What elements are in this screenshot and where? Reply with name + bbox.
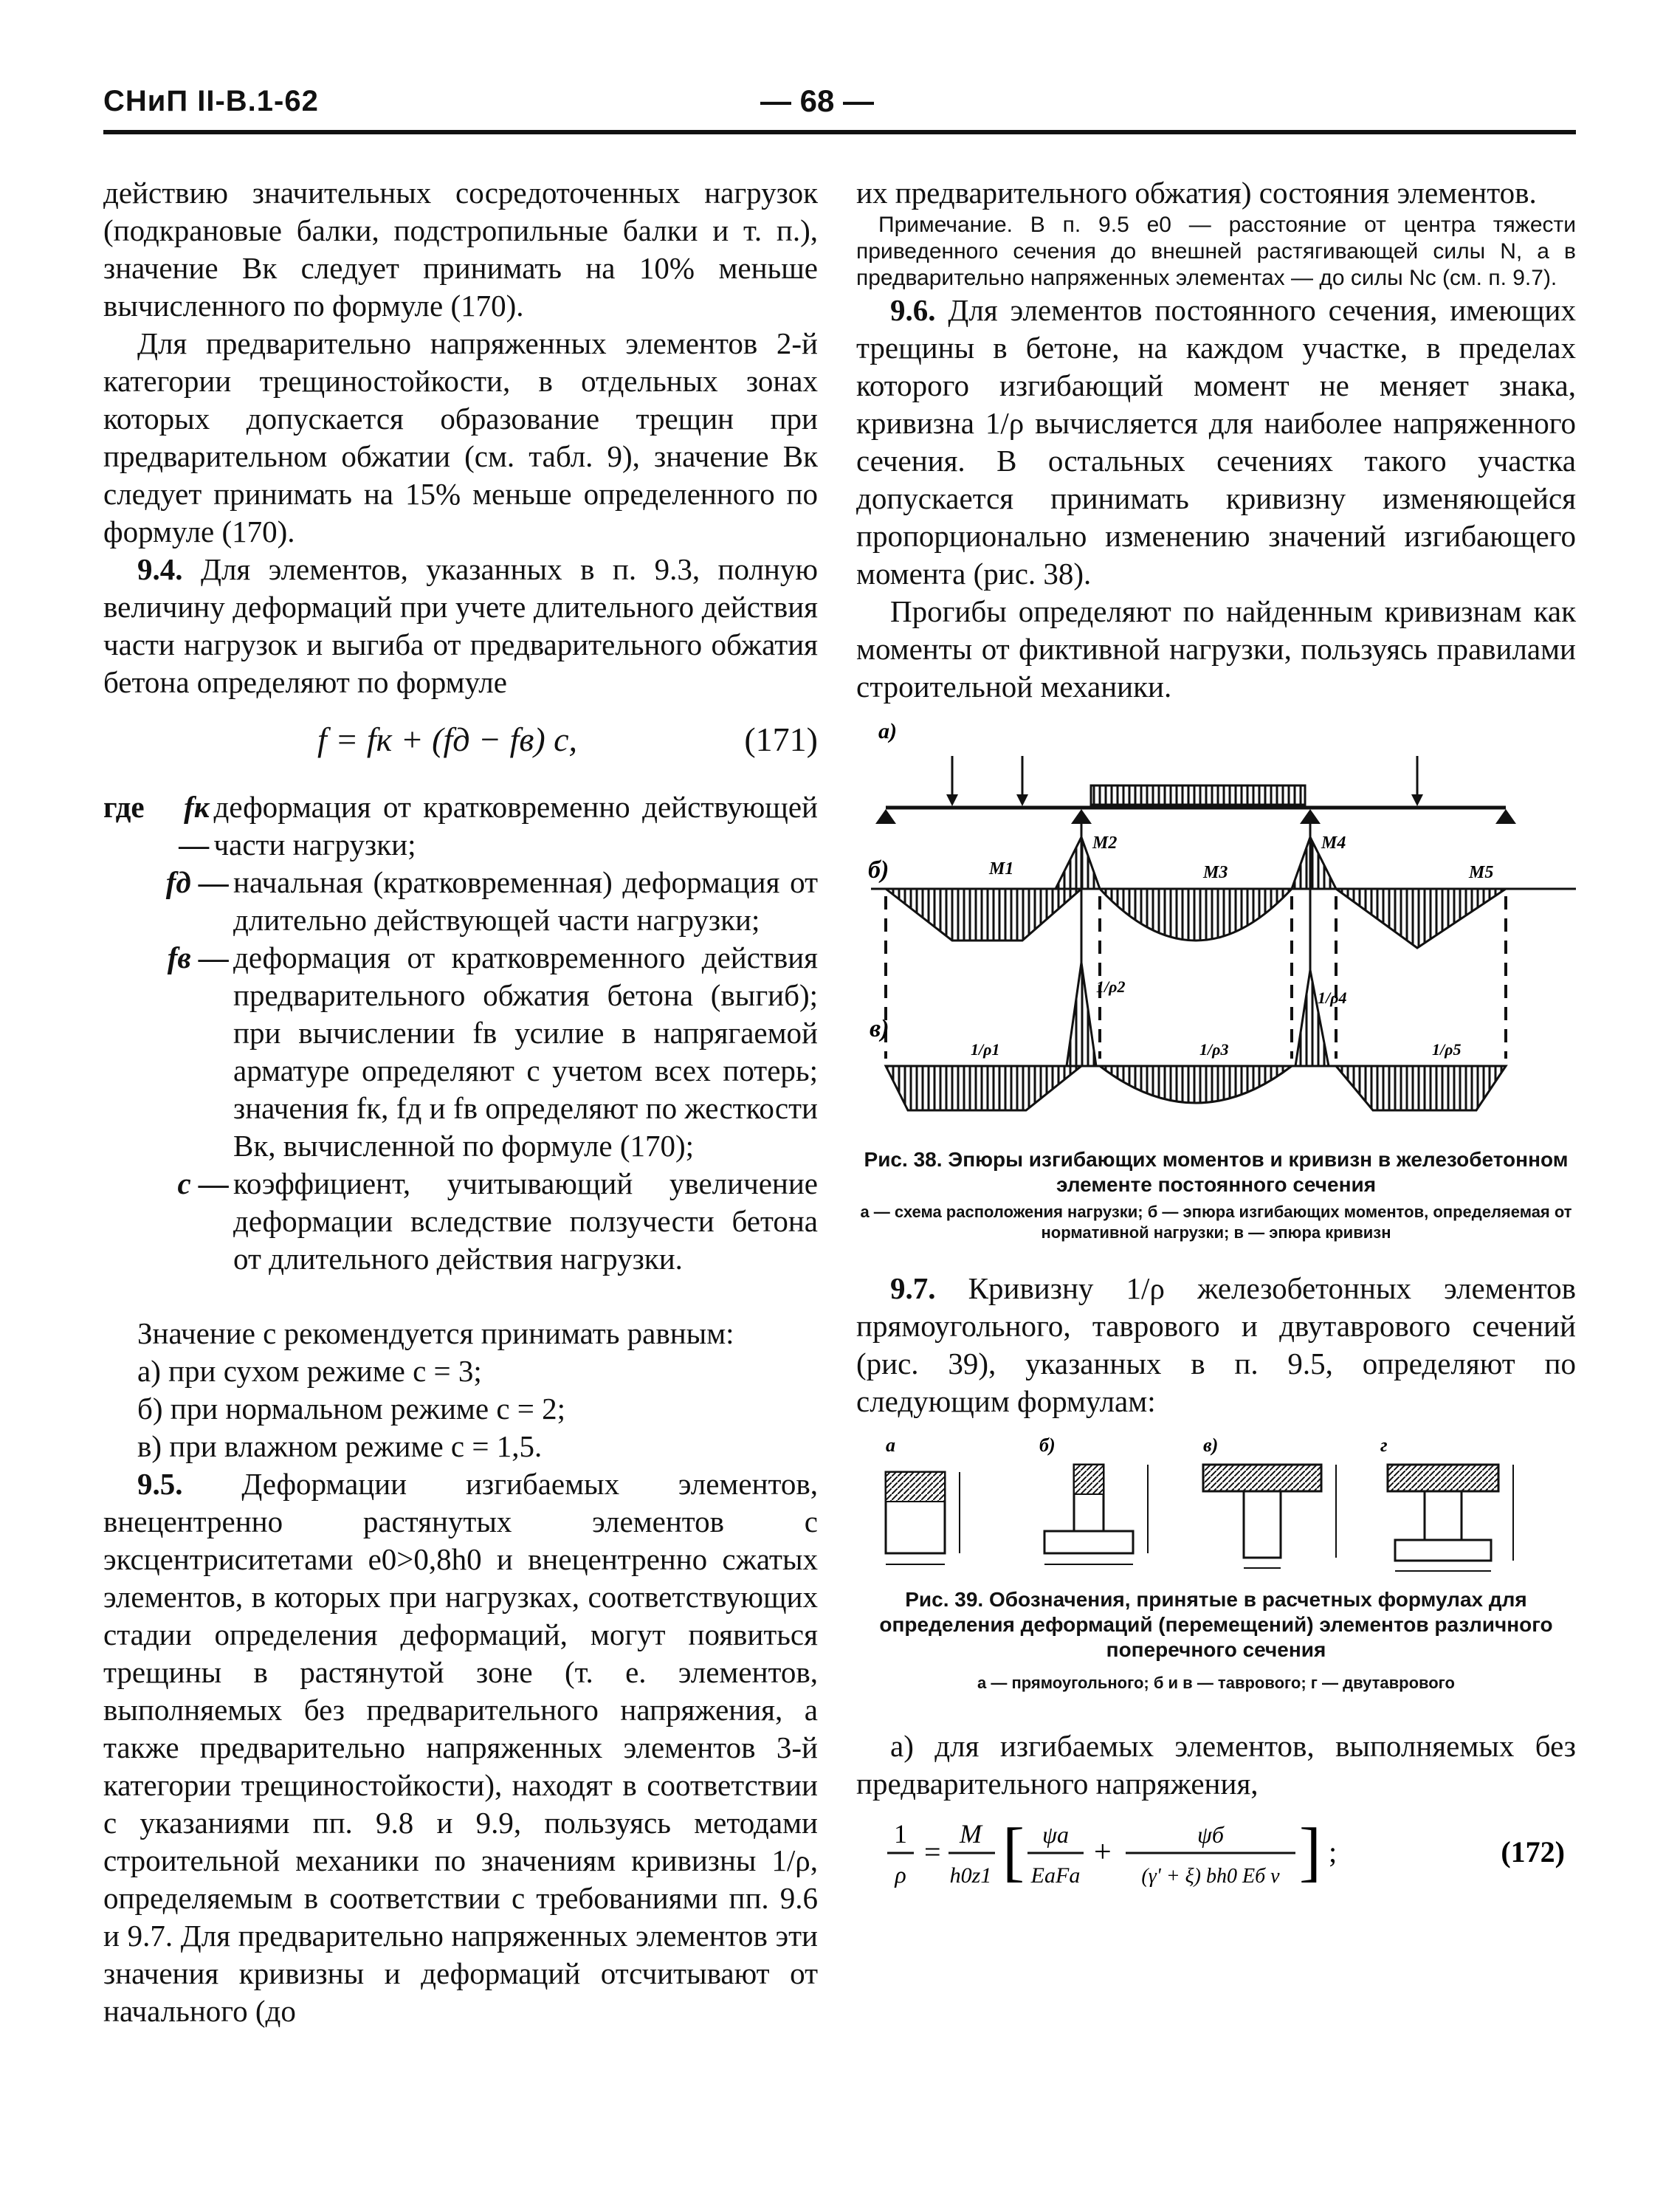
figure-39 [856,1435,1576,1583]
curvature-label: 1/ρ4 [1318,989,1347,1007]
formula-expression: f = fк + (fд − fв) c, [317,721,578,758]
panel-label-a: а) [878,719,897,743]
list-item: в) при влажном режиме c = 1,5. [137,1429,543,1463]
clause-number: 9.6. [890,293,936,327]
definition-term: fв — [167,941,229,974]
panel-label: г [1380,1435,1388,1456]
denominator-2: (γ' + ξ) bh0 Eб ν [1141,1865,1280,1888]
fraction-denominator: ρ [895,1861,906,1888]
curvature-label: 1/ρ1 [971,1040,1000,1059]
clause-text: Деформации изгибаемых элементов, внецентренно растянутых элементов с эксцентриситетами e0>0,8h0 и внецентренно сжатых элементов, в которых при нагрузках, соответствующих стадии определения деформаций, могут появиться трещины в растянутой зоне (т. е. элементов, выполняемых без предварительного напряжения, а также предварительно напряженных элементов 3-й категории трещиностойкости), находят в соответствии с указаниями пп. 9.8 и 9.9, пользуясь методами строительной механики по значениям кривизны 1/ρ, определяемым в соответствии с требованиями пп. 9.6 и 9.7. Для предварительно напряженных элементов эти значения кривизны и деформаций отсчитывают от начального (до [103,1467,818,2028]
panel-label: а [886,1435,895,1456]
paragraph-9-4 [103,551,818,701]
clause-number: 9.5. [137,1467,183,1501]
definition-text: деформация от кратковременного действия предварительного обжатия бетона (выгиб); при вычислении fв усилие в напрягаемой арматуре определяют с учетом всех потерь; значения fк, fд и fв определяют по жесткости Bк, вычисленной по формуле (170); [233,941,818,1163]
right-column [856,174,1576,1900]
right-bracket: ] [1299,1815,1321,1888]
psi-a: ψа [1042,1821,1069,1848]
paragraph: действию значительных сосредоточенных нагрузок (подкрановые балки, подстропильные балки и т. п.), значение Bк следует принимать на 10% меньше вычисленного по формуле (170). [103,176,818,323]
paragraph-9-7 [856,1270,1576,1420]
clause-number: 9.4. [137,552,183,586]
definition-row [103,788,818,864]
left-bracket: [ [1002,1815,1025,1888]
moment-symbol: M [960,1819,982,1849]
figure-38-legend: а — схема расположения нагрузки; б — эпюра изгибающих моментов, определяемая от нормативной нагрузки; в — эпюра кривизн [860,1203,1572,1242]
formula-number: (172) [1501,1835,1565,1868]
cross-section-diagrams [856,1435,1576,1583]
moment-label: M4 [1321,833,1346,853]
definition-text: коэффициент, учитывающий увеличение деформации вследствие ползучести бетона от длительного действия нагрузки. [233,1166,818,1276]
curvature-label: 1/ρ2 [1096,977,1126,996]
list-item: а) при сухом режиме c = 3; [137,1354,482,1388]
psi-b: ψб [1197,1821,1224,1848]
definition-row [103,1165,818,1278]
plus-sign: + [1094,1835,1112,1869]
list-item: б) при нормальном режиме c = 2; [137,1392,566,1426]
figure-39-caption: Рис. 39. Обозначения, принятые в расчетных формулах для определения деформаций (перемещений) элементов различного поперечного сечения [879,1588,1553,1661]
formula-172 [856,1812,1576,1900]
formula-171 [103,721,818,766]
header-rule [103,130,1576,134]
clause-text: Для элементов, указанных в п. 9.3, полную величину деформаций при учете длительного действия части нагрузок и выгиба от предварительного обжатия бетона определяют по формуле [103,552,818,699]
clause-text: Для элементов постоянного сечения, имеющих трещины в бетоне, на каждом участке, в пределах которого изгибающий момент не меняет знака, кривизна 1/ρ вычисляется для наиболее напряженного сечения. В остальных сечениях такого участка допускается принимать кривизну изменяющейся пропорционально изменению значений изгибающего момента (рис. 38). [856,293,1576,591]
clause-text: Кривизну 1/ρ железобетонных элементов прямоугольного, таврового и двутаврового сечений (рис. 39), указанных в п. 9.5, определяют по следующим формулам: [856,1271,1576,1418]
curvature-label: 1/ρ3 [1199,1040,1229,1059]
paragraph: Значение c рекомендуется принимать равным: [137,1316,734,1350]
clause-number: 9.7. [890,1271,936,1305]
panel-label-v: в) [870,1015,889,1042]
semicolon: ; [1329,1835,1338,1868]
equals-sign: = [924,1835,941,1868]
panel-label-b: б) [868,856,889,884]
definition-list [103,788,818,1278]
panel-label: б) [1039,1435,1056,1456]
moment-label: M3 [1203,863,1228,882]
regime-list [103,1352,818,1465]
page-number: — 68 — [760,83,875,118]
moment-label: M2 [1092,833,1118,853]
moment-label: M1 [989,859,1014,879]
moment-label: M5 [1469,863,1494,882]
paragraph-9-5 [103,1465,818,2030]
moment-curvature-diagram [856,712,1576,1147]
paragraph: их предварительного обжатия) состояния элементов. [856,176,1537,210]
where-label: где [103,790,145,824]
formula-172-graphic [856,1812,1576,1900]
ea-fa: EаFа [1030,1863,1081,1888]
definition-row [103,939,818,1165]
paragraph: Для предварительно напряженных элементов 2-й категории трещиностойкости, в отдельных зонах которых допускается образование трещин при предварительном обжатии (см. табл. 9), значение Bк следует принимать на 15% меньше определенного по формуле (170). [103,326,818,549]
left-column [103,174,818,2030]
note: Примечание. В п. 9.5 e0 — расстояние от центра тяжести приведенного сечения до внешней растягивающей силы N, а в предварительно напряженных элементах — до силы Nс (см. п. 9.7). [856,213,1576,290]
panel-label: в) [1203,1435,1219,1456]
paragraph-9-6 [856,292,1576,593]
definition-text: начальная (кратковременная) деформация от длительно действующей части нагрузки; [233,865,818,937]
figure-39-legend: а — прямоугольного; б и в — таврового; г — двутаврового [977,1674,1455,1692]
document-code: СНиП II-В.1-62 [103,85,319,117]
definition-text: деформация от кратковременно действующей части нагрузки; [213,790,818,862]
definition-term: fк — [179,790,210,862]
curvature-label: 1/ρ5 [1432,1040,1462,1059]
figure-38-caption: Рис. 38. Эпюры изгибающих моментов и кривизн в железобетонном элементе постоянного сечения [864,1148,1569,1196]
definition-term: fд — [165,865,229,899]
paragraph: Прогибы определяют по найденным кривизнам как моменты от фиктивной нагрузки, пользуясь правилами строительной механики. [856,594,1576,704]
definition-term: c — [177,1166,229,1200]
definition-row [103,864,818,939]
paragraph: а) для изгибаемых элементов, выполняемых без предварительного напряжения, [856,1729,1576,1801]
h0z1: h0z1 [949,1863,992,1888]
formula-number: (171) [744,721,818,758]
fraction-numerator: 1 [894,1819,907,1849]
figure-38 [856,712,1576,1147]
